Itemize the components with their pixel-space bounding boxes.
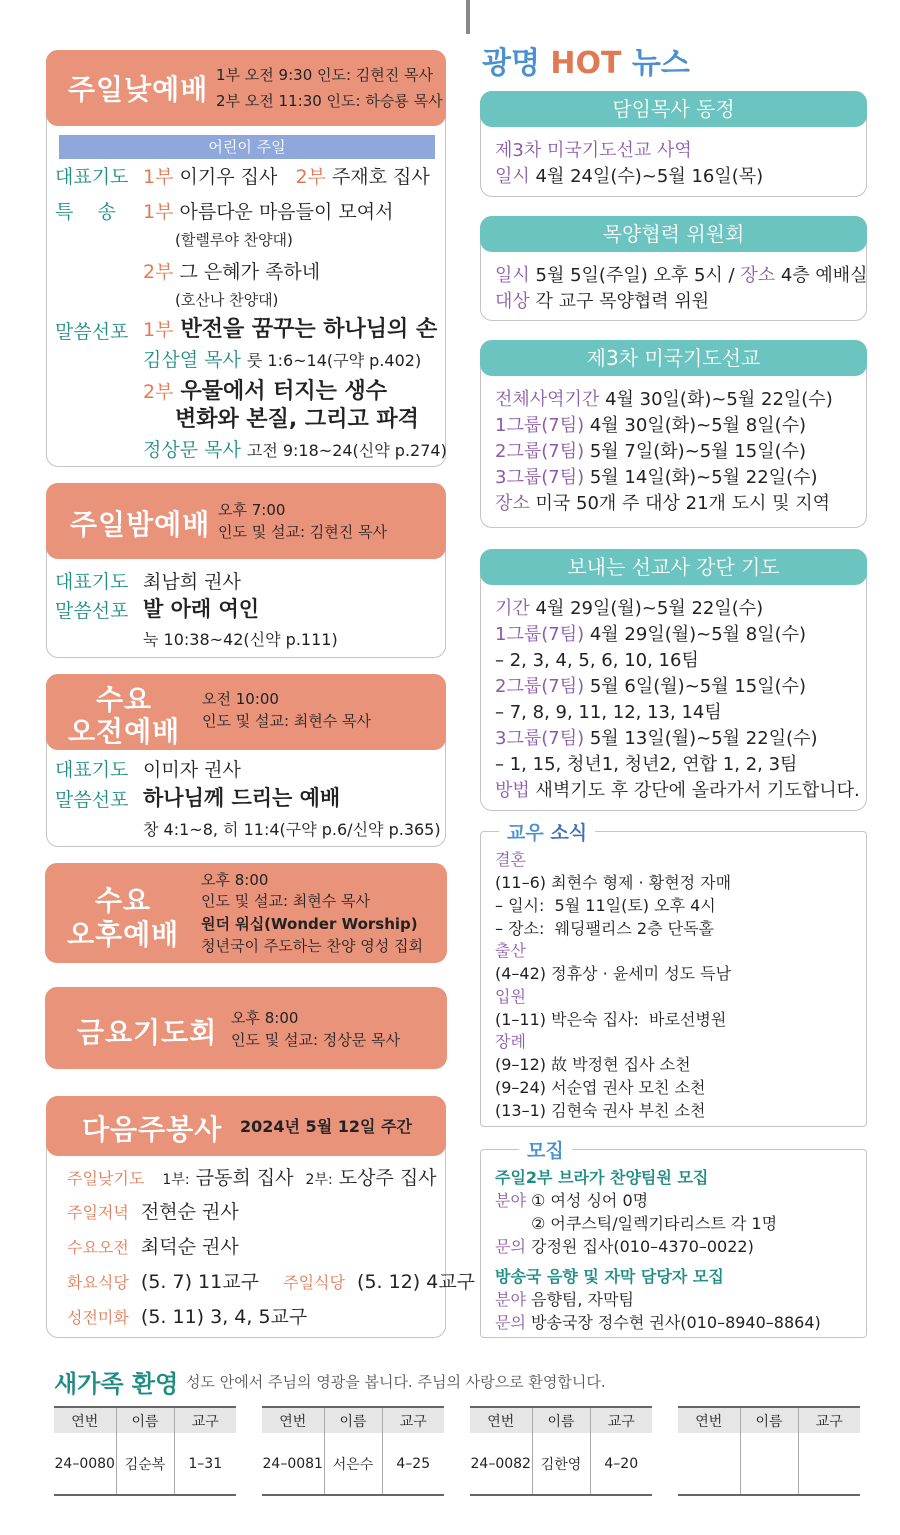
friday-title: 금요기도회 [77, 1016, 218, 1049]
welcome-table-1 [54, 1406, 236, 1496]
wed-morning-time: 오전 10:00 [202, 690, 279, 708]
sunday-night-leader: 인도 및 설교: 김현진 목사 [218, 523, 388, 541]
recruit-line-4: 분야 음향팀, 자막팀 [495, 1290, 634, 1309]
send-line-2: 1그룹(7팀) 4월 29일(월)~5월 8일(수) [495, 624, 807, 645]
recruit-line-5: 문의 방송국장 정수현 권사(010–8940–8864) [495, 1313, 821, 1332]
special-1-choir: (할렐루야 찬양대) [175, 231, 293, 249]
sermon-label: 말씀선포 [55, 321, 129, 343]
special-label: 특 송 [55, 201, 116, 223]
pastoral-card [480, 216, 867, 321]
night-prayer-label: 대표기도 [55, 571, 129, 593]
pastoral-line-1: 일시 5월 5일(주일) 오후 5시 / 장소 4층 예배실 [495, 265, 868, 286]
recruit-box [480, 1140, 867, 1338]
col-number: 연번 [54, 1407, 116, 1433]
pastor-line-2: 일시 4월 24일(수)~5월 16일(목) [495, 166, 764, 187]
us-mission-title: 제3차 미국기도선교 [480, 340, 867, 376]
wed-morning-leader: 인도 및 설교: 최현수 목사 [202, 712, 372, 730]
wed-evening-title-2: 오후예배 [67, 918, 180, 951]
us-mission-line-3: 2그룹(7팀) 5월 7일(화)~5월 15일(수) [495, 441, 807, 462]
friday-header [45, 987, 447, 1069]
table-row: 24–0080 김순복 1–31 [54, 1433, 236, 1495]
kids-sunday-bar: 어린이 주일 [59, 135, 435, 159]
welcome-table-2: 연번 이름 교구 24–0081 서은수 4–25 [262, 1406, 444, 1496]
wed-ref: 창 4:1~8, 히 11:4(구약 p.6/신약 p.365) [143, 820, 441, 839]
send-line-1: 기간 4월 29일(월)~5월 22일(수) [495, 598, 764, 619]
next-row-4: 화요식당 (5. 7) 11교구 주일식당 (5. 12) 4교구 [67, 1271, 476, 1293]
wed-evening-card [46, 864, 446, 964]
night-sermon: 발 아래 여인 [143, 597, 260, 621]
pastor-title: 담임목사 동정 [480, 91, 867, 127]
prayer-row: 1부 이기우 집사 2부 주재호 집사 [143, 166, 430, 188]
night-ref: 눅 10:38~42(신약 p.111) [143, 630, 338, 649]
friday-leader: 인도 및 설교: 정상문 목사 [231, 1031, 401, 1049]
wed-morning-title-2: 오전예배 [68, 715, 181, 748]
wed-sermon-label: 말씀선포 [55, 789, 129, 811]
wed-evening-desc: 청년국이 주도하는 찬양 영성 집회 [201, 937, 423, 955]
pastor-card [480, 91, 867, 197]
col-district: 교구 [174, 1407, 236, 1433]
wed-sermon: 하나님께 드리는 예배 [143, 786, 341, 810]
recruit-line-3: 문의 강정원 집사(010–4370–0022) [495, 1237, 754, 1256]
send-line-5: – 7, 8, 9, 11, 12, 13, 14팀 [495, 702, 722, 723]
news-funeral-1: (9–12) 故 박정현 집사 소천 [495, 1055, 691, 1074]
news-funeral-label: 장례 [495, 1032, 526, 1051]
news-wedding-label: 결혼 [495, 850, 526, 869]
send-line-4: 2그룹(7팀) 5월 6일(월)~5월 15일(수) [495, 676, 807, 697]
next-week-card [46, 1096, 476, 1338]
wed-evening-time: 오후 8:00 [201, 871, 269, 889]
sunday-day-info-1: 1부 오전 9:30 인도: 김현진 목사 [216, 66, 434, 84]
news-funeral-3: (13–1) 김현숙 권사 부친 소천 [495, 1101, 706, 1120]
wed-morning-title-1: 수요 [96, 683, 153, 716]
recruit-heading-2: 방송국 음향 및 자막 담당자 모집 [495, 1267, 724, 1286]
special-1: 1부 아름다운 마음들이 모여서 [143, 201, 394, 223]
us-mission-line-5: 장소 미국 50개 주 대상 21개 도시 및 지역 [495, 493, 831, 514]
pastor-line-1: 제3차 미국기도선교 사역 [495, 140, 692, 161]
special-2: 2부 그 은혜가 족하네 [143, 261, 321, 283]
welcome-table-4: 연번 이름 교구 [678, 1406, 860, 1496]
send-title: 보내는 선교사 강단 기도 [480, 549, 867, 585]
news-wedding-1: (11–6) 최현수 형제 · 황현정 자매 [495, 873, 732, 892]
wed-morning-header [46, 674, 446, 750]
friday-time: 오후 8:00 [231, 1009, 299, 1027]
next-week-title: 다음주봉사 [82, 1113, 223, 1146]
sermon-1: 1부 반전을 꿈꾸는 하나님의 손 [143, 317, 438, 342]
wed-morning-card [46, 674, 446, 847]
wed-evening-header [45, 863, 447, 963]
sunday-day-title: 주일낮예배 [68, 73, 209, 106]
night-prayer: 최남희 권사 [143, 571, 241, 593]
sunday-night-title: 주일밤예배 [70, 508, 211, 541]
news-wedding-3: – 장소: 웨딩팰리스 2층 단독홀 [495, 919, 715, 938]
send-line-8: 방법 새벽기도 후 강단에 올라가서 기도합니다. [495, 780, 860, 801]
news-hospital-label: 입원 [495, 987, 526, 1006]
wed-evening-title-1: 수요 [95, 884, 152, 917]
prayer-label: 대표기도 [55, 166, 129, 188]
sermon-2-sub: 변화와 본질, 그리고 파격 [175, 407, 419, 432]
recruit-line-1: 분야 ① 여성 싱어 0명 [495, 1191, 649, 1210]
news-wedding-2: – 일시: 5월 11일(토) 오후 4시 [495, 896, 716, 915]
us-mission-card [480, 340, 867, 528]
welcome-table-3: 연번 이름 교구 24–0082 김한영 4–20 [470, 1406, 652, 1496]
sunday-night-header [46, 483, 446, 559]
welcome-subtitle: 성도 안에서 주님의 영광을 봅니다. 주님의 사랑으로 환영합니다. [186, 1373, 606, 1391]
hot-news-title: 광명 HOT 뉴스 [482, 46, 690, 81]
recruit-heading-1: 주일2부 브라가 찬양팀원 모집 [495, 1168, 709, 1187]
send-line-3: – 2, 3, 4, 5, 6, 10, 16팀 [495, 650, 699, 671]
pastoral-line-2: 대상 각 교구 목양협력 위원 [495, 291, 710, 312]
wed-prayer: 이미자 권사 [143, 759, 241, 781]
us-mission-line-4: 3그룹(7팀) 5월 14일(화)~5월 22일(수) [495, 467, 818, 488]
next-row-1: 주일낮기도 1부: 금동희 집사 2부: 도상주 집사 [67, 1167, 437, 1189]
send-card [480, 549, 867, 811]
special-2-choir: (호산나 찬양대) [175, 291, 279, 309]
next-row-5: 성전미화 (5. 11) 3, 4, 5교구 [67, 1306, 308, 1328]
news-birth-label: 출산 [495, 941, 526, 960]
next-row-3: 수요오전 최덕순 권사 [67, 1236, 239, 1258]
night-sermon-label: 말씀선포 [55, 600, 129, 622]
news-title: 교우 소식 [499, 818, 595, 845]
news-funeral-2: (9–24) 서순엽 권사 모친 소천 [495, 1078, 706, 1097]
table-row [678, 1433, 860, 1495]
sunday-day-card [46, 50, 446, 467]
next-week-header [46, 1096, 446, 1156]
sermon-1-preacher: 김삼열 목사 룻 1:6~14(구약 p.402) [143, 349, 422, 371]
wed-evening-program: 원더 워십(Wonder Worship) [201, 915, 418, 933]
next-week-date: 2024년 5월 12일 주간 [240, 1117, 412, 1136]
pastoral-title: 목양협력 위원회 [480, 216, 867, 252]
us-mission-line-1: 전체사역기간 4월 30일(화)~5월 22일(수) [495, 389, 833, 410]
sunday-day-info-2: 2부 오전 11:30 인도: 하승룡 목사 [216, 92, 443, 110]
wed-evening-leader: 인도 및 설교: 최현수 목사 [201, 892, 371, 910]
wed-prayer-label: 대표기도 [55, 759, 129, 781]
friday-card [46, 988, 446, 1070]
header-divider [466, 0, 470, 34]
us-mission-line-2: 1그룹(7팀) 4월 30일(화)~5월 8일(수) [495, 415, 807, 436]
sermon-2: 2부 우물에서 터지는 생수 [143, 379, 388, 404]
sunday-night-card [46, 483, 446, 658]
sunday-day-header [46, 50, 446, 126]
table-row: 24–0081 서은수 4–25 [262, 1433, 444, 1495]
recruit-line-2: ② 어쿠스틱/일렉기타리스트 각 1명 [531, 1214, 778, 1233]
col-name: 이름 [116, 1407, 174, 1433]
sermon-2-preacher: 정상문 목사 고전 9:18~24(신약 p.274) [143, 439, 447, 461]
news-box [480, 822, 867, 1127]
welcome-title: 새가족 환영 [54, 1370, 179, 1398]
recruit-title: 모집 [519, 1136, 572, 1163]
news-birth-1: (4–42) 정휴상 · 윤세미 성도 득남 [495, 964, 732, 983]
send-line-7: – 1, 15, 청년1, 청년2, 연합 1, 2, 3팀 [495, 754, 798, 775]
sunday-night-time: 오후 7:00 [218, 501, 286, 519]
table-row: 24–0082 김한영 4–20 [470, 1433, 652, 1495]
next-row-2: 주일저녁 전현순 권사 [67, 1201, 239, 1223]
send-line-6: 3그룹(7팀) 5월 13일(월)~5월 22일(수) [495, 728, 818, 749]
news-hospital-1: (1–11) 박은숙 집사: 바로선병원 [495, 1010, 727, 1029]
